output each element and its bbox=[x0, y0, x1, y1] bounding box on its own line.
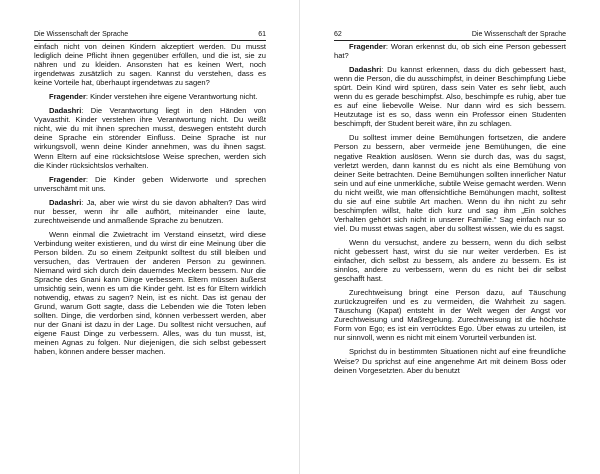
speaker-label: Dadashri bbox=[349, 65, 382, 75]
paragraph bbox=[334, 288, 566, 342]
paragraph bbox=[334, 347, 566, 374]
page-number: 62 bbox=[334, 31, 342, 38]
speaker-label: Dadashri bbox=[49, 106, 82, 116]
running-header bbox=[34, 31, 266, 41]
right-page bbox=[300, 0, 600, 474]
paragraph-text: : Woran erkennst du, ob sich eine Person gebessert hat? bbox=[334, 42, 566, 61]
paragraph bbox=[34, 42, 266, 87]
header-title: Die Wissenschaft der Sprache bbox=[471, 31, 566, 38]
paragraph bbox=[34, 198, 266, 225]
paragraph-text: Wenn du versuchst, andere zu bessern, wenn du dich selbst nicht gebessert hast, wirst du sie nur weiter verderben. Es ist einfacher, dich selbst zu bessern, als andere zu bessern. Es ist sinnlos, andere zu verbessern, wenn du es nicht bei dir selbst geschafft hast. bbox=[334, 237, 566, 284]
paragraph bbox=[334, 238, 566, 283]
page-body bbox=[334, 42, 566, 380]
paragraph bbox=[334, 133, 566, 233]
paragraph bbox=[34, 175, 266, 193]
page-body bbox=[34, 42, 266, 362]
speaker-label: Dadashri bbox=[49, 197, 82, 207]
paragraph-text: : Du kannst erkennen, dass du dich gebessert hast, wenn die Person, die du ausschimpfst, in deiner Beschimpfung Liebe spürt. Dein Kind wird spüren, dass sein Vater es sehr liebt, auch wenn du es gerade beschimpfst. Also, beschimpfe es ruhig, aber tue es auf eine liebevolle Weise. Nur dann wird es sich bessern. Heutzutage ist es so, dass wenn ein Professor einen Studenten beschimpft, der Student bereit wäre, ihn zu schlagen. bbox=[334, 65, 566, 129]
speaker-label: Fragender bbox=[349, 42, 386, 51]
paragraph bbox=[34, 106, 266, 169]
speaker-label: Fragender bbox=[49, 92, 86, 102]
page-number: 61 bbox=[258, 31, 266, 38]
paragraph bbox=[34, 230, 266, 357]
paragraph-text: : Die Kinder geben Widerworte und sprechen unverschämt mit uns. bbox=[34, 174, 266, 193]
paragraph bbox=[334, 65, 566, 128]
paragraph-text: : Ja, aber wie wirst du sie davon abhalten? Das wird nur besser, wenn ihr alle aufhört, miteinander eine laute, zurechtweisende und anmaßende Sprache zu benutzen. bbox=[34, 197, 266, 225]
running-header bbox=[334, 31, 566, 41]
header-title: Die Wissenschaft der Sprache bbox=[34, 31, 129, 38]
paragraph-text: Zurechtweisung bringt eine Person dazu, auf Täuschung zurückzugreifen und es zu vermeiden, die Wahrheit zu sagen. Täuschung (Kapat) entsteht in der Welt wegen der Angst vor Zurechtweisung und Maßregelung. Zurechtweisung ist die höchste Form von Ego; es ist ein verrücktes Ego. Über etwas zu urteilen, ist nur sinnvoll, wenn es nicht mit einem Vorurteil verbunden ist. bbox=[334, 288, 566, 343]
paragraph-text: : Die Verantwortung liegt in den Händen von Vyavasthit. Kinder verstehen ihre Verantwortung nicht. Du weißt nicht, wie du mit ihnen sprechen musst, deswegen entsteht durch deine Sprache ein störender Einfluss. Deine Sprache ist nur wirkungsvoll, wenn deine Kinder annehmen, was du ihnen sagst. Wenn Eltern auf eine rücksichtslose Weise sprechen, werden sich die Kinder rücksichtslos verhalten. bbox=[34, 106, 266, 170]
paragraph bbox=[34, 92, 266, 101]
speaker-label: Fragender bbox=[49, 174, 86, 184]
paragraph-text: : Kinder verstehen ihre eigene Verantwortung nicht. bbox=[85, 92, 258, 102]
paragraph-text: Sprichst du in bestimmten Situationen nicht auf eine freundliche Weise? Du sprichst auf eine angenehme Art mit deinem Boss oder deinen Vorgesetzten. Aber du benutzt bbox=[334, 347, 566, 375]
paragraph-text: Wenn einmal die Zwietracht im Verstand einsetzt, wird diese Verbindung weiter existieren, und du wirst dir eine Meinung über die Person bilden. Zu so einem Zeitpunkt solltest du still bleiben und versuchen, das Vertrauen der anderen Person zu gewinnen. Niemand wird sich durch dein dauerndes Meckern bessern. Nur die Sprache des Gnani kann Dinge verbessern. Eltern müssen äußerst umsichtig sein, wenn es um die Kinder geht. Ist es für Eltern wirklich notwendig, etwas zu sagen? Nein, ist es nicht. Das ist genau der Grund, warum Gott sagte, dass die Lebenden wie die Toten leben sollten. Dinge, die verdorben sind, können verbessert werden, aber nur der Gnani ist dazu in der Lage. Du solltest nicht versuchen, auf eigene Faust Dinge zu verbessern. Alles, was du tun musst, ist, meinen Agnas zu folgen. Nur diejenigen, die sich selbst gebessert haben, können andere besser machen. bbox=[34, 229, 266, 357]
paragraph-text: Du solltest immer deine Bemühungen fortsetzen, die andere Person zu bessern, aber vermeide jene Bemühungen, die eine negative Reaktion auslösen. Wenn sie durch das, was du sagst, verletzt werden, dann kannst du es nicht als eine Bemühung von deiner Seite betrachten. Deine Bemühungen sollten innerlicher Natur sein und auf eine unmerkliche, subtile Weise gemacht werden. Wenn du nicht weißt, wie man offensichtliche Bemühungen macht, solltest du sie auf eine subtile Art machen. Wenn du ihn nicht zu sehr beschimpfen willst, halte dich kurz und sag ihm „Ein solches Verhalten gehört sich nicht in unserer Familie.“ Sag einfach nur so viel. Du musst etwas sagen, aber du solltest wissen, wie du es sagst. bbox=[334, 133, 566, 233]
paragraph-text: einfach nicht von deinen Kindern akzeptiert werden. Du musst lediglich deine Pflicht ihnen gegenüber erfüllen, und die ist, sie zu nähren und zu kleiden. Ansonsten hat es keinen Wert, noch irgendetwas zusätzlich zu sagen. Kannst du verstehen, dass es keine Vorteile hat, überhaupt irgendetwas zu sagen? bbox=[34, 42, 266, 88]
paragraph bbox=[334, 42, 566, 60]
